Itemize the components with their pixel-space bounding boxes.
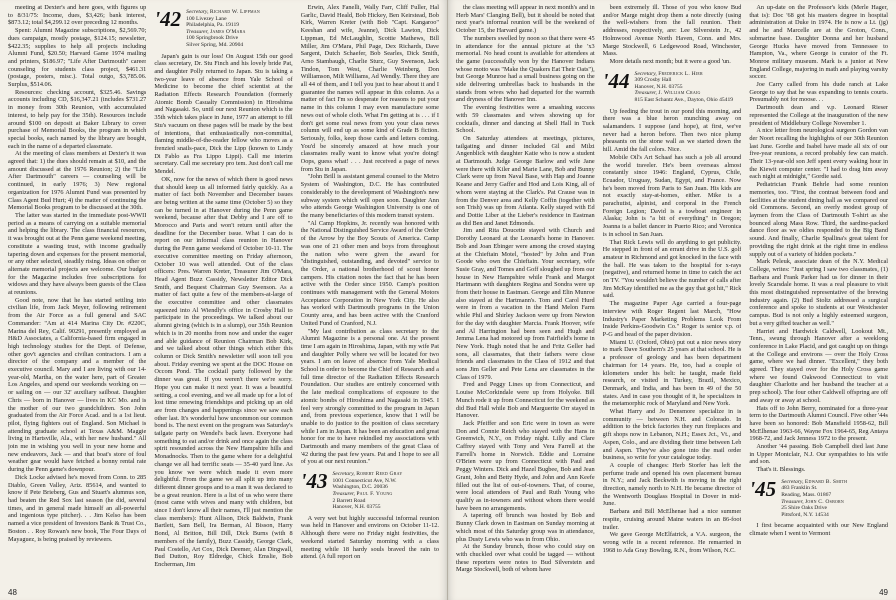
paragraph: Another '44 passing. Bob Campbell died last June in Upper Montclair, N.J. Our sympathies to his wife and son. [749, 443, 889, 466]
paragraph: Mark Peleuk, associate dean of the N.Y. Medical College, writes: "Just spring I saw two classmates, (1) Barbara and Frank Parker had us for dinner in their lovely Scarsdale home. It was a real pleasure to visit this most distinguished representative of the brewing industry again. (2) Bud Stoltz addressed a surgical conference and spoke to students at our Westchester campus. Bud is not only a highly esteemed surgeon, but a very gifted teacher as well." [749, 258, 889, 327]
treasurer-address-2: Pittsford, N.Y. 14534 [781, 511, 829, 518]
paragraph: At the meeting of class members at Dexter's it was agreed that: 1) the dues should remain at $10, and the amount discussed at the 1976 Reunion; 2) the "Life After Dartmouth" careers — counseling will be continued, in early 1976; 3) New regional organization for 1976 Alumni Fund was presented by Class Agent Bud Hurt; 4) the matter of continuing the Memorial Books program to be discussed at the 30th. [8, 150, 147, 212]
paragraph: Hats off to John Berry, nominated for a three-year term to the Dartmouth Alumni Council. Five other '44s have been so honored: Bob Mansfield 1958-62, Bill McElhenae 1963-66, Wayne Fox 1964-65, Reg Antaya 1968-72, and Jack Jenness 1972 to the present. [749, 404, 889, 443]
paragraph: Harriet and Hardwick Caldwell, Lookout Mt., Tenn., swung through Hanover after a weeklong conference in Lake Placid, and got caught up on things at the College and environs — over the Holy Cross game, where we had dinner. "Excellent," they both agreed. They stayed over for the Holy Cross game where we found Oakwood Connecticut to visit daughter Charlotte and her husband the teacher at a prep school). The four other Caldwell offspring are off and away or away at school. [749, 327, 889, 404]
class-header-42 [154, 9, 292, 49]
paragraph: Resources: checking account, $325.46. Savings accounts including CD, $16,347.21 (includes $731.27 in money from 30th Reunion, with accumulated interest, to help pay for the 35th). Resources include around $100 on deposit at Baker Library to cover purchase of Memorial Books, the program in which special books, each named by the library are bought, each in the name of a departed classmate. [8, 88, 147, 150]
page-number: 49 [879, 588, 888, 597]
paragraph: That Rick Lewis will do anything to get publicity. He stepped in front of an errant drive in the U.S. golf amateur in Richmond and got knocked in the face with the ball. He was taken to the hospital for x-rays (negative), and returned home in time to catch the act on TV. "You wouldn't believe the number of calls after Jim McKay identified me as the guy that got hit," Rick said. [602, 238, 742, 300]
paragraph: The numbers swelled by noon so that there were 45 in attendance for the annual picture at the 'x3 memorial. No head count is available for attendees at the game (successfully won by the Hanover Indians whose motto was "Make the Quakers Eat Their Oats"), but George Munroe had a small business going on the side delivering umbrellas back to husbands in the stands from wives who had departed for the warmth and dryness of the Hanover Inn. [456, 34, 595, 104]
secretary-address-1: 309 Crosby Hall [634, 77, 672, 84]
right-column-2 [603, 4, 742, 586]
treasurer-name: James O'Mara [210, 28, 246, 35]
treasurer-role: Treasurer, [332, 490, 355, 497]
paragraph: the class meeting will appear in next month's and in Herb Mars' Clanging Bell), but it should be noted that next year's informal reunion will be the weekend of October 15, the Harvard game.) [456, 4, 595, 35]
paragraph: Jack Pfeiffer and son Eric were in town as were Don and Connie Reich who stayed with the Hans in Greenwich, N.Y., on Friday night. Lilly and Clare Caffrey stayed with Tony and Vera Farrell at the Farrell's home in Norwich. Eddie and Lorraine O'Brien were up from Connecticut with Paul and Peggy Winters. Dick and Hazel Bugbee, Bob and Jean Grant, John and Betty Hyde, and John and Ann Keefe filled out the list of out-of-towners. That, of course, were local attendees of Paul and Ruth Young who qualify as in-towners and without whom there would have been no arrangements. [456, 419, 595, 512]
class-year: '42 [154, 7, 182, 31]
paragraph: Barbara and Bill McElhenae had a nice summer respite, cruising around Maine waters in an 86-foot trailer. [602, 508, 742, 531]
paragraph: Dartmouth dean and v.p. Leonard Rieser represented the College at the inauguration of the new president of Middlebury College November 1. [749, 104, 889, 127]
secretary-address-1: 100 Livezey Lane [186, 15, 227, 22]
paragraph: Erwin, Alex Fanelli, Wally Farr, Cliff Fuller, Hal Garlic, David Heald, Bob Hickey, Ben Keirstead, Bob Kirk, Warren Kreter (with Bob "Capt. Kangaroo" Keeshan and wife, Jeanne), Dick Lawton, Dick Lippman, Ed McLaughlin, Scottie Mathews, Bill Miller, Jim O'Mara, Phil Page, Dex Richards, Dave Sargent, Dutch Schaefer, Bob Searles, Dick Smith, Arno Stambaugh, Charlie Sturz, Guy Swenson, Jack Tindon, Tom West, Charlie Weinberg, Don Williamson, Milt Williams, Ad Wendly. There they are all 44 of them, and I tell you just to hear about it and I guarantee the names will appear in this column. As a matter of fact I'm so desperate for reasons to put your name in this column I may even manufacture some news out of whole cloth. What I'm getting at is . . . if I don't get some real news from you your class news column will end up as some kind of Grade B fiction. Seriously, folks, keep those cards and letters coming. You'd be sincerely amazed at how much your classmates really want to know what you're doing! Oops, guess what! . . . Just received a page of news from Stu in Japan. [300, 4, 439, 173]
right-column-3 [749, 4, 888, 586]
treasurer-address-1: 2 Barrett Road [332, 497, 366, 504]
left-column-3 [301, 4, 439, 586]
left-column-2 [154, 4, 292, 586]
secretary-role: Secretary, [186, 9, 209, 15]
paragraph: The evening festivities were a smashing success with 59 classmates and wives showing up for cocktails, dinner and dancing at Shell Hall in Tuck School. [456, 104, 595, 135]
treasurer-address-1: 815 East Schantz Ave., Dayton, Ohio 45419 [634, 97, 734, 103]
left-columns [8, 4, 439, 586]
paragraph: At the Sunday brunch, those who could stay on with chuckled over what could be tagged — without these reporters were notes to Bud Silverstein and Marge Stockwell, both of whom have [456, 543, 595, 574]
paragraph: A very wet but highly successful informal reunion was held in Hanover and environs on October 11-12. Although there were no Friday night festivities, the weekend started Saturday morning with a class meeting while 18 hardy souls braved the rain to attend. (A full report on [300, 514, 439, 561]
paragraph: The latter was started in the immediate post-WWII period as a means of carrying on a suitable memorial and helping the library. The class financial resources, it was brought out at the Penn game weekend meeting, constitute a wasting trust, with income gradually tapering down and expenses for the present memorial, or any other selected, steadily rising. Ideas on other or alternate memorial projects are welcome. Our budget for the Magazine includes free subscriptions for widows and they have always been guests of the Class at reunions. [8, 211, 147, 297]
paragraph: OK, now for the news of which there is good news that should keep us all informed fairly quickly. As a matter of fact both November and December issues are being written at the same time (October 5) so they can be turned in at Hanover during the Penn game weekend, because after that Debby and I are off to Morocco and Paris and won't return until after the deadline for the December issue. What I can do is report on our informal class reunion in Hanover during the Penn game weekend of October 10-11. The executive committee meeting on Friday afternoon, October 10 was well attended. Out of the class officers: Pres. Warren Kreter, Treasurer Jim O'Mara, Head Agent Buzz Cassidy, Newsletter Editor Dick Smith, and Bequest Chairman Guy Swenson. As a matter of fact quite a few of the members-at-large of the executive committee and other classmates squeezed into Al Wiendly's office in Crosby Hall to participate in the proceedings. We talked about our alumni giving (which is in a slump), our 35th Reunion which is in 20 months from now and under the eager and able guidance of Reunion Chairman Bob Kirk, and we talked about other things which either this column or Dick Smith's newsletter will soon tell you about. Friday evening we spent at the DOC House on Occom Pond. The cocktail party followed by the dinner was great. If you weren't there we're sorry. Hope you can make it next year. It was a beautiful setting, a cool evening, and we all made up for a lot of lost time renewing friendships and picking up an old are from changes and happenings since we saw each other last. It's wonderful how uncommon our common bond is. The next event on the program was Saturday's tailgate party on Wendel's back lawn. Everyone had something to eat and/or drink and once again the class spirit resounded across the New Hampshire hills and Monadnocks. Then to the game where for a delightful change we all had terrific seats — 35-40 yard line. As you know we were which made it even more delightful. From the game we all split up into many different dinner groups and to a man it was declared to be a great reunion. Here is a list of us who were there (most came with wives and many with children, but since I don't know all their names, I'll just mention the class members): Hunt Allison, Dick Baldwin, Frank Bartlett, Sam Bell, Ira Berman, Al Bisson, Harry Bond, Al Britton, Bill Dill, Dick Burns (with 8 members of the family), Buzz Cassidy, George Clark, Paul Costello, Art Cox, Dick Deemer, Alan Dingwall, Bud Dutton, Roy Eldredge, Chick Emslie, Bob Encherman, Jim [154, 175, 293, 568]
officer-info [635, 71, 734, 104]
secretary-name: Richard W. Lippman [209, 9, 260, 15]
secretary-role: Secretary, [634, 70, 657, 77]
paragraph: A couple of changes: Herb Storfer has left the perfume trade and opened his own placement bureau in N.Y.; and Jack Beckwith is moving in the right direction, namely north to N.H. He became director of the Wentworth Douglass Hospital in Dover in mid-June. [602, 461, 742, 508]
paragraph: That's it. Blessings. [756, 466, 806, 474]
paragraph: meeting at Dexter's and here goes, with figures up to 8/31/75: Income, dues, $3,426; bank interest, $873.12; total $4,299.12 over preceding 12 months. [8, 4, 147, 27]
secretary-address-2: Reading, Mass. 01867 [781, 492, 832, 499]
right-page [448, 0, 896, 600]
paragraph: What Harry and Jo Densmore specialize in is community — between N.H. and Colorado. In addition to the brick factories they run fireplaces and gift shops now in Lebanon, N.H.; Essex Jct., Vt., and Aspen, Colo., and are dividing their time between Leb and Aspen. They've also gone into the mail order business, so write for your catalogue today. [602, 408, 742, 462]
paragraph: An up-date on the Professor's kids (Merle Hager, that is): Doc '68 got his masters degree in hospital administration at Duke in 1974. He is now a Lt. (jg) and he and Marcelle are at the Groton, Conn., submarine base. Daughter Donna and her husband George Hucks have moved from Tennessee to Hampton, Va., where George is curator of the Ft. Monroe military museum. Mark is a junior at New England College, majoring in math and playing varsity soccer. [749, 4, 889, 81]
paragraph: Dick Locke advised he's moved from Conn. to 285 Diablo, Green Valley, Ariz. 85614, and wanted to know if Pete Brieberg, Gus and Stuart's alumnus son, had beaten the Red Sox last season (he did, several times, and in general made himself an all-powerful and ingenious type pitcher). . . Jim Kelso has been named a vice president of Investors Bank & Trust Co., Boston . . Roy Rowan's new book, The Four Days of Mayaguez, is being praised by reviewers. [8, 473, 147, 543]
treasurer-address-2: Hanover, N.H. 03755 [332, 504, 381, 511]
paragraph: Miami U. (Oxford, Ohio) put out a nice news story to mark Dave Southern's 25 years at that school. He is a professor of geology and has been department chairman for 14 years. He, too, had a couple of kilometers under his belt: he taught, made field research, or visited in Turkey, Brazil, Mexico, Denmark, and India, and has been in 49 of the 50 states. And in case you thought of it, he specializes in the metamorphic rock of Maryland and New York. [602, 338, 742, 408]
secretary-name: Robert Reed Gray [356, 471, 403, 478]
treasurer-name: J. William Craig [658, 90, 701, 97]
officer-info [781, 479, 847, 519]
paragraph: A tapering off brunch was hosted by Bob and Bunny Clark down in Eastman on Sunday morning at which most of this Saturday group was in attendance, plus Dusty Lewis who was in from Ohio. [456, 512, 595, 543]
treasurer-address-1: 25 Shire Oaks Drive [781, 505, 828, 512]
treasurer-address-2: Silver Spring, Md. 20904 [186, 41, 244, 48]
paragraph: Japan's gain is our loss! On August 15th our good class secretary, Dr. Stu Finch and his lovely bride Pat, and daughter Polly returned to Japan. Stu is taking a two-year leave of absence from Yale School of Medicine to become the chief scientist at the Radiation Effects Research Foundation (formerly Atomic Bomb Casualty Commission) in Hiroshima and Nagasaki. So, until our next Reunion which is the 35th which takes place in June, 1977 an attempt to fill Stu's vacuum on these pages will be made by the best of intentions, that enthusiastically non-committal, flaming middle-of-the-reader fellow who moves as a frenzied snails-pace, Dick the Lipp (known to Lindy Di Fablo as Fra Lippo Lippi). Call me interim secretary. Call me secretary pro tem. Just don't call me Mendel. [154, 52, 293, 176]
class-year: '45 [749, 476, 777, 501]
paragraph: Fred and Peggy Lines up from Connecticut, and Louise McCorkindale were up from Holyoke. Bill Munch rode it up from Connecticut for the weekend as did Bud Hall while Bob and Marguerite Orr stayed in Hanover. [456, 381, 595, 420]
left-column-1 [8, 4, 146, 586]
class-year: '44 [602, 68, 630, 93]
paragraph: Spent: Alumni Magazine subscriptions, $2,569.70; dues campaign, mostly postage, $124.15; newsletter, $422.35; supplies to help all projects including Alumni Fund, $20.50; Harvard Game 1974 mailing and printers, $186.97; "Life After Dartmouth" career counseling for students class project, $461.31 (postage, posters, misc.). Total outgo, $3,785.06. Surplus, $514.06. [8, 27, 147, 89]
paragraph: been extremely ill. Those of you who know Bud and/or Marge might drop them a note directly (using the well-wishers from the fall reunion. Their addresses, respectively, are: Lee Silverstein Jr., 42 Holmwood Avenue North Haven, Conn. and Mrs. Marge Stockwell, 6 Ledgewood Road, Winchester, Mass. [602, 4, 742, 58]
secretary-address-2: Philadelphia, Pa. 19119 [186, 22, 240, 29]
treasurer-role: Treasurer, [781, 498, 804, 505]
secretary-address-1: 483 Franklin St. [781, 485, 818, 492]
paragraph: The magazine Paper Age carried a four-page interview with Roger Regent last March, "How Industry's Paper Marketing Problems Look From Inside Perkins-Goodwin Co." Roger is senior v.p. of P-G and head of the paper division. [602, 300, 742, 338]
paragraph: A nice letter from neurological surgeon Gordon van der Noort recalling the highlights of our 30th Reunion last June. Gordie and Isabel have made all six of our five-year reunions, a record probably few can match. Their 13-year-old son Jeff spent every waking hour in the Kiewit computer center. "I had to drag him away each night at midnight," Gordie said. [749, 127, 889, 181]
treasurer-name: John C. Osborn [805, 498, 844, 505]
paragraph: I first became acquainted with our New England climate when I went to Vermont [749, 522, 889, 538]
paragraph: Good note, now that he has started settling into civilian life, from Jack Meyer, following retirement from the Air Force as a full general and SAC Commander: "Am at 414 Marina City Dr. #220C, Marina del Rey, Calif. 90291, presently employed as H&D Associates, a California-based firm engaged in high technology studies for the Dept. of Defense, other gov't agencies and civilian contractors. I am a director of the company and a member of the executive council. Mary and I are living with our 14-year-old, Martha, on the water here, part of Greater Los Angeles, and spend our weekends working on — or sailing on — our 32' auxiliary sailboat. Daughter Chris — born in Hanover — lives in KC Mo. and is the mother of our two grandchildren. Son John graduated from the Air Force Acad. and is a 1st lieut. pilot, flying fighters out of England. Son Michael is attending graduate school at Texas A&M. Maggie living in Hartsville, Ala., with her new husband." All join me in wishing you well in your new home and new endeavors, Jack — and that boat's store of foul weather gear would have fetched a bonny rental rate during the Penn game's downpour. [8, 296, 147, 474]
treasurer-role: Treasurer, [186, 28, 209, 35]
class-header-43 [301, 471, 439, 511]
paragraph: Joe Carry called from his dude ranch at Lake George to say that he was expanding to tennis courts. Presumably not for moose. . . [749, 81, 889, 104]
secretary-address-2: Hanover, N.H. 03755 [634, 83, 683, 90]
paragraph: Jim and Rita Doucette stayed with Church and Dorothy Leonard at the Leonard's home in Hanover. Bob and Joan Ebinger were among the crowd staying at the Chieftain Motel, "hosted" by John and Fran Goode who own the Chieftain. Your secretary, wife Susie Gray, and Tomes and Goff sloughed up from our house in New Hampshire while Frank and Margot Hartmann with daughters Regina and Sondra were up from their house in Eastman. George and Elin Munroe also stayed at the Hartmann's. Tom and Carol Hurd were in from a vacation in the Hand Melon Farm while Phil and Shirley Jackson were up from Newton for the day with daughter Marcia. Frank Hoover, wife and Al Harrington had been seen and Hugh and Jemma Lena had motored up from Fairfield's home in New York. Hugh noted that he and Fritz Geller had sons, all classmates, that their fathers were close friends and classmates in the Class of 1912 and that sons Jim Geller and Pete Lena are classmates in the Class of 1979. [456, 227, 595, 381]
treasurer-role: Treasurer, [634, 90, 657, 97]
paragraph: Pediatrician Frank Behrle had some reunion memories, too. "First, the contrast between food and facilities at the student dining hall as we compared our old Commons. Second, an overly modest group of laymen from the Class of Dartmouth T-shirt as she bounced along Mass Row. Third, the sardine-packed dance floor as we oldies responded to the Big Band sound. And finally, Charlie Spallina's great talent for providing the right drink at the right time in endless supply out of a variety of hidden pockets." [749, 181, 889, 258]
class-year: '43 [300, 469, 328, 494]
paragraph: We gave George McElfatrick, a V.A. surgeon, the wrong wife in a recent reference. He remarried in 1968 to Ada Gray Bowling, R.N., from Wilson, N.C. [602, 531, 742, 554]
class-header-45 [749, 476, 888, 519]
secretary-role: Secretary, [332, 471, 355, 478]
paragraph: "Al Camp Hopkins, Jr. recently was honored with the National Distinguished Service Award of the Order of the Arrow by the Boy Scouts of America. Camp was one of 21 other men and boys from throughout the nation who were given the award for "distinguished, outstanding, and devoted" service to the Order, a national brotherhood of scout honor campers. His citation notes the fact that he has been active with the Order since 1950. Camp's position continues with management with the General Motors Acceptance Corporation in New York City. He also has worked with Dartmouth programs in the Union County area, and has been active with the Cranford United Fund of Cranford, N.J. [300, 219, 439, 327]
paragraph: "John Brill is assistant general counsel to the Metro System of Washington, D.C. He has contributed considerably to the development of Washington's new subway system which will open soon. Daughter Ann who attends George Washington University is one of the many beneficiaries of this modern transit system. [300, 173, 439, 219]
secretary-role: Secretary, [781, 478, 804, 485]
secretary-address-1: 1001 Connecticut Ave, N.W. [332, 477, 397, 484]
paragraph: "My last contribution as class secretary to the Alumni Magazine is a personal one. At the present time I am again in Hiroshima, Japan, with my wife Pat and daughter Polly where we will be located for two years. I am on leave of absence from Yale Medical School in order to become the Chief of Research and a full time director of the Radiation Effects Research Foundation. Our studies are entirely concerned with the late medical complications of exposure to the atomic bombs of Hiroshima and Nagasaki in 1945. I feel very strongly committed to the program in Japan and, from previous experience, know that I will be unable to do justice to the position of class secretary while I am in Japan. It has been an education and great honor for me to have rekindled my associations with Dartmouth and many members of the great Class of '42 during the past few years. Pat and I hope to see all of you at our next reunion." [300, 327, 439, 466]
officer-info [186, 9, 260, 49]
paragraph: More details next month; but it were a good 'un. [609, 57, 731, 65]
treasurer-address-1: 100 Springbrook Drive [186, 35, 239, 42]
secretary-address-2: Washington, D.C. 20036 [332, 484, 388, 491]
officer-info [333, 471, 403, 511]
class-header-44 [602, 68, 742, 104]
paragraph: Up feeding the trout in our pond this morning, and there was a blue heron munching away on salamanders. I suppose (and hope), at first, we've never had a heron before. Then two nice plump pheasants on the stone wall as we started down the hill. Amid the fall colors. Nice. [602, 107, 742, 154]
right-columns [456, 4, 888, 586]
right-column-1 [456, 4, 595, 586]
secretary-name: Frederick L. Hier [658, 70, 703, 77]
secretary-name: Edward B. Smith [804, 478, 848, 485]
treasurer-name: Paul F. Young [356, 490, 393, 497]
paragraph: Mobile Oil's Art Schaaf has such a job all around the world traveler. He's been overseas almost constantly since 1946: England, Cyprus, Chile, Ecuador, Uruguay, Sudan, Egypt, and France. Now he's been moved from Paris to San Juan. His kids are not exactly stay-at-homes, either. Mike is a parachutist, alpinist, and corporal in the French Foreign Legion; David is a towboat engineer in Alaska; John is "a bit of everything" in Oregon; Joanna is a ballet dancer in Puerto Rico; and Veronica is in school in San Juan. [602, 153, 742, 238]
page-number: 48 [8, 588, 17, 597]
paragraph: On Saturday attendees at meetings, pictures, tailgating and dinner included Gil and Milzi Angenblick with daughter Katie who is now a student at Dartmouth. Judge George Barlow and wife Jane were there with Kiler and Marie Lane, Bob and Bunny Clark were up from Naval Base, with Hap and Joanne Keane and Jerry Gaffer and Hod and Lois King, all of whom were staying at the Clark's. Pat Crause was in from the Denver area and Kelly Coffin (together with son Trish) was up from Atlanta. Kelly stayed with Ed and Dottie Liber at the Lieber's residence in Eastman as did Ben and Janet Edmonds. [456, 134, 595, 227]
